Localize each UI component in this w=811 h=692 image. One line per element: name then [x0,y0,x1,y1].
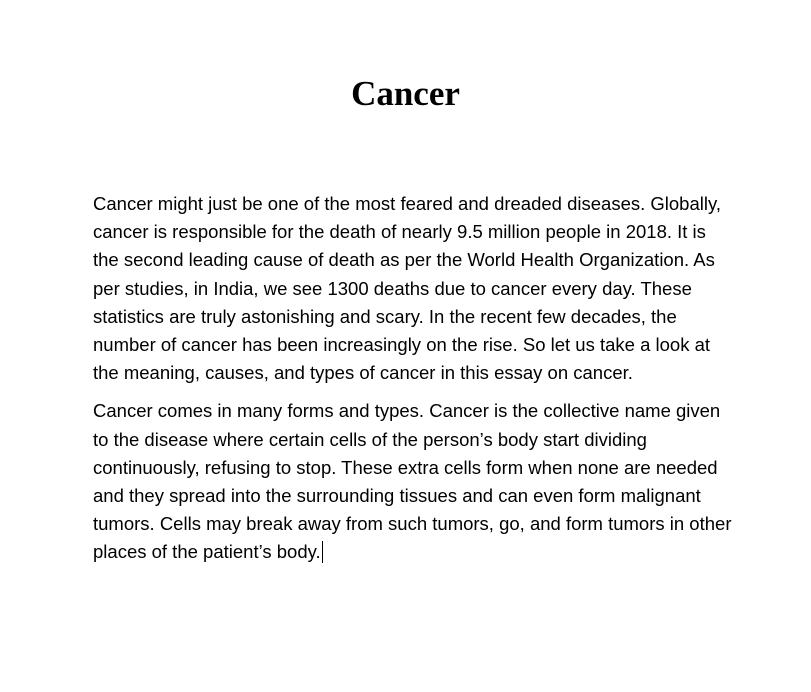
document-title: Cancer [351,74,460,113]
text-cursor [322,541,323,563]
paragraph-types [93,397,733,566]
document-body[interactable] [93,190,733,567]
paragraph-intro: Cancer might just be one of the most feared and dreaded diseases. Globally, cancer is responsible for the death of nearly 9.5 million people in 2018. It is the second leading cause of death as per the World Health Organization. As per studies, in India, we see 1300 deaths due to cancer every day. These statistics are truly astonishing and scary. In the recent few decades, the number of cancer has been increasingly on the rise. So let us take a look at the meaning, causes, and types of cancer in this essay on cancer. [93,193,721,384]
paragraph-types-text: Cancer comes in many forms and types. Cancer is the collective name given to the disease where certain cells of the person’s body start dividing continuously, refusing to stop. These extra cells form when none are needed and they spread into the surrounding tissues and can even form malignant tumors. Cells may break away from such tumors, go, and form tumors in other places of the patient’s body. [93,400,732,563]
